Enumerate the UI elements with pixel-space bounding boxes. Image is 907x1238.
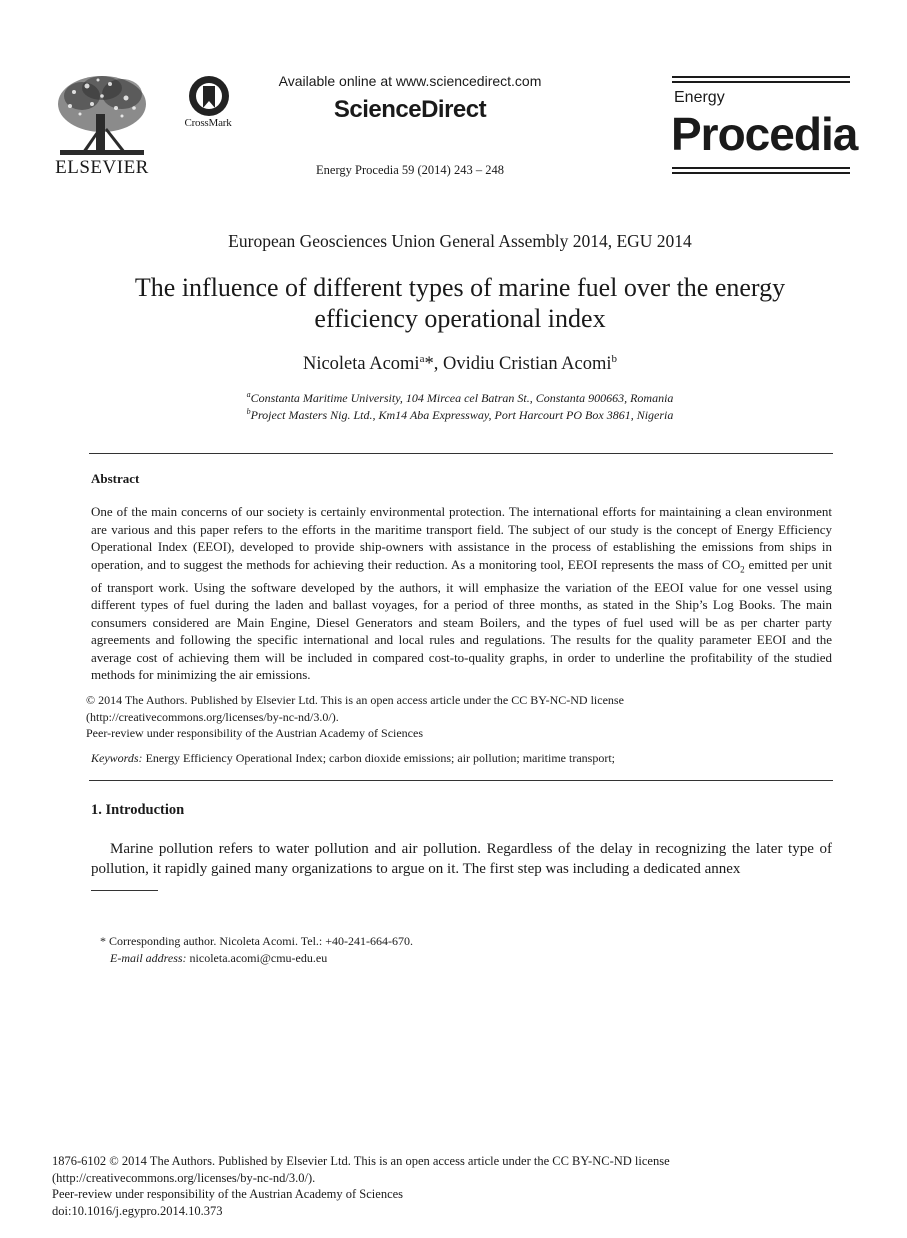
- abstract-part-2: emitted per unit of transport work. Using the software developed by the authors, it will emphasize the variation of the EEOI value for one vessel using different types of fuel during the laden and ballast voyages, for a period of three months, as stated in the Ship’s Log Books. The main consumers considered are Main Engine, Diesel Generators and steam Boilers, and the types of fuel used will be as per charter party agreements and following the specific international and local rules and regulations. The results for the quality parameter EEOI and the average cost of achieving them will be included in compared cost-to-quality graphs, in order to underline the profitability of the studied methods for minimizing the air emissions.: [91, 556, 832, 683]
- footnote-rule: [91, 890, 158, 891]
- crossmark-label: CrossMark: [184, 117, 232, 129]
- author-2: Ovidiu Cristian Acomi: [442, 354, 612, 375]
- abstract-heading: Abstract: [91, 471, 140, 486]
- email-address[interactable]: nicoleta.acomi@cmu-edu.eu: [186, 950, 328, 965]
- affiliation-b-sup: b: [246, 407, 251, 416]
- journal-rule-top-1: [672, 76, 850, 78]
- license-link[interactable]: (http://creativecommons.org/licenses/by-nc-nd/3.0/).: [86, 709, 339, 724]
- abstract-top-rule: [89, 453, 833, 454]
- title-line-1: The influence of different types of marine fuel over the energy: [134, 273, 786, 302]
- publisher-name: ELSEVIER: [55, 157, 149, 178]
- footnote-email-line: [100, 950, 800, 967]
- affiliation-b: [60, 407, 860, 423]
- keywords-text: Energy Efficiency Operational Index; carbon dioxide emissions; air pollution; maritime transport;: [142, 751, 615, 765]
- affiliation-a-sup: a: [246, 390, 251, 399]
- co2-subscript: 2: [740, 564, 745, 575]
- abstract-text: [91, 503, 832, 684]
- doi[interactable]: doi:10.1016/j.egypro.2014.10.373: [52, 1204, 223, 1219]
- abstract-part-1: One of the main concerns of our society is certainly environmental protection. The international efforts for maintaining a clean environment are various and this paper refers to the efforts in the maritime transport field. The subject of our study is the concept of Energy Efficiency Operational Index (EEOI), developed to provide ship-owners with assistance in the process of establishing the emissions from ships in operation, and to suggest the methods for achieving their reduction. As a monitoring tool, EEOI represents the mass of CO: [91, 504, 832, 572]
- journal-name-small: Energy: [674, 89, 725, 106]
- journal-rule-top-2: [672, 81, 850, 83]
- corresponding-mark: *: [424, 354, 434, 375]
- bottom-license-link[interactable]: (http://creativecommons.org/licenses/by-nc-nd/3.0/).: [52, 1170, 316, 1185]
- paper-title: [60, 272, 860, 334]
- abstract-bottom-rule: [89, 780, 833, 781]
- journal-rule-bottom-1: [672, 167, 850, 169]
- journal-name-big: Procedia: [671, 108, 858, 160]
- affiliation-a: [60, 390, 860, 406]
- corresponding-author-footnote: [100, 933, 800, 966]
- journal-rule-bottom-2: [672, 172, 850, 174]
- copyright-line-1: © 2014 The Authors. Published by Elsevier Ltd. This is an open access article under the CC BY-NC-ND license: [86, 693, 624, 707]
- conference-name: European Geosciences Union General Assembly 2014, EGU 2014: [228, 231, 692, 251]
- keywords-label: Keywords:: [91, 751, 143, 765]
- issn-line: 1876-6102 © 2014 The Authors. Published by Elsevier Ltd. This is an open access article under the CC BY-NC-ND license: [52, 1154, 670, 1168]
- peer-review-line: Peer-review under responsibility of the Austrian Academy of Sciences: [86, 726, 423, 740]
- title-line-2: efficiency operational index: [314, 304, 606, 333]
- bottom-peer-review: Peer-review under responsibility of the Austrian Academy of Sciences: [52, 1187, 404, 1202]
- introduction-text: Marine pollution refers to water pollution and air pollution. Regardless of the delay in recognizing the later type of pollution, it rapidly gained many organizations to argue on it. The first step was including a dedicated annex: [91, 841, 832, 877]
- author-2-affil: b: [611, 353, 618, 365]
- issn-copyright-block: [52, 1153, 852, 1220]
- footnote-line-1: * Corresponding author. Nicoleta Acomi. Tel.: +40-241-664-670.: [100, 934, 413, 948]
- author-1-affil: a: [419, 353, 425, 365]
- tree-icon: [52, 74, 152, 158]
- email-label: E-mail address:: [110, 950, 187, 965]
- author-1: Nicoleta Acomi: [302, 354, 420, 375]
- author-separator: ,: [433, 354, 443, 375]
- affiliation-b-text: Project Masters Nig. Ltd., Km14 Aba Expressway, Port Harcourt PO Box 3861, Nigeria: [250, 408, 674, 422]
- journal-citation: Energy Procedia 59 (2014) 243 – 248: [316, 163, 504, 177]
- affiliation-a-text: Constanta Maritime University, 104 Mircea cel Batran St., Constanta 900663, Romania: [250, 391, 674, 405]
- keywords: [91, 751, 832, 766]
- sciencedirect-logo[interactable]: ScienceDirect: [333, 96, 487, 123]
- author-list: [60, 353, 860, 375]
- section-heading-introduction: 1. Introduction: [91, 802, 185, 818]
- available-online: Available online at www.sciencedirect.com: [278, 73, 542, 89]
- copyright-notice: [86, 692, 846, 742]
